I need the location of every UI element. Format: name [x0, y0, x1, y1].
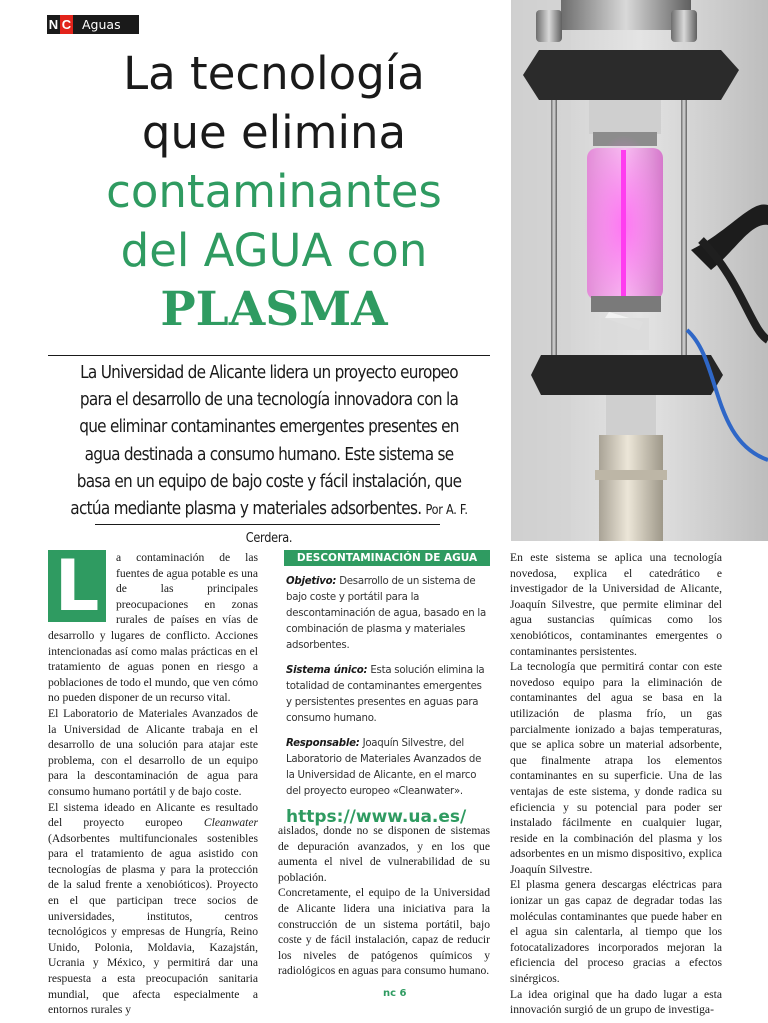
body-paragraph: a contaminación de las fuentes de agua potable es una de las principales preocupaciones en zonas rurales de países en vías de desarrollo y lugares de conflicto. Acciones intencionadas así como malas prácticas en el tratamiento de aguas ponen en riesgo a poblaciones de todo el mundo, que ven cómo no pueden disponer de un recurso vital. — [48, 551, 258, 705]
body-column-1 — [48, 545, 258, 1018]
project-name: Cleanwater — [203, 816, 258, 830]
drop-cap: L — [48, 550, 106, 622]
section-tag — [47, 15, 139, 34]
page-number: nc 6 — [383, 988, 407, 999]
byline: Por A. F. Cerdera. — [245, 503, 468, 547]
body-column-3 — [510, 550, 722, 1018]
article-title — [40, 44, 508, 340]
info-sidebar — [286, 550, 490, 825]
title-line-5: PLASMA — [160, 282, 388, 337]
body-paragraph: El plasma genera descargas eléctricas para ionizar un gas capaz de degradar todas las moléculas contaminantes que puede haber en el agua sin calentarla, al tiempo que los fotocatalizadores incorporados mejoran la eficiencia del proceso gracias a efectos sinérgicos. — [510, 878, 722, 986]
body-paragraph: En este sistema se aplica una tecnología novedosa, explica el catedrático e investigador de la Universidad de Alicante, Joaquín Silvestre, que permite eliminar del agua sustancias químicas como los xenobióticos, contaminantes emergentes o contaminantes persistentes. — [510, 551, 722, 658]
lead-underline — [95, 524, 440, 525]
title-divider — [48, 355, 490, 356]
title-line-1: La tecnología — [123, 47, 425, 100]
body-column-2 — [278, 823, 490, 979]
sidebar-responsable: Responsable: Joaquín Silvestre, del Laboratorio de Materiales Avanzados de la Universidad de Alicante, en el marco del proyecto europeo «Cleanwater». — [286, 738, 482, 797]
title-line-4: del AGUA con — [120, 224, 428, 277]
section-label: Aguas — [82, 17, 121, 32]
body-paragraph: Concretamente, el equipo de la Universidad de Alicante lidera una iniciativa para la construcción de un sistema portátil, bajo coste y de fácil instalación, capaz de reducir los niveles de patógenos químicos y radiológicos en aguas para consumo humano. — [278, 886, 490, 978]
body-paragraph: El sistema ideado en Alicante es resultado del proyecto europeo Cleanwater (Adsorbentes multifuncionales sostenibles para el tratamiento de agua asistido con tecnologías de plasma y para la protección de la salud frente a xenobióticos). Proyecto en el que participan trece socios de universidades, institutos, centros tecnológicos y empresas de Hungría, Reino Unido, Polonia, Moldavia, Kazajstán, Ucrania y México, y permitirá dar una respuesta a esta preocupación sanitaria mundial, que afecta especialmente a entornos rurales y — [48, 800, 258, 1017]
sidebar-heading: DESCONTAMINACIÓN DE AGUA — [284, 550, 490, 566]
body-paragraph: aislados, donde no se disponen de sistemas de depuración avanzados, y en los que aumenta el nivel de vulnerabilidad de su población. — [278, 824, 490, 884]
lead-text: La Universidad de Alicante lidera un proyecto europeo para el desarrollo de una tecnología innovadora con la que eliminar contaminantes emergentes presentes en agua destinada a consumo humano. Este sistema se basa en un equipo de bajo coste y fácil instalación, que actúa mediante plasma y materiales adsorbentes. — [70, 363, 462, 520]
university-link[interactable]: https://www.ua.es/ — [286, 807, 467, 827]
plasma-reactor-illustration — [511, 0, 768, 541]
logo-c: C — [61, 17, 72, 32]
body-paragraph: El Laboratorio de Materiales Avanzados de la Universidad de Alicante trabaja en el desarrollo de una solución para atajar este problema, con el desarrollo de un equipo para la descontaminación de agua para consumo humano portátil y de bajo coste. — [48, 706, 258, 798]
body-paragraph: La tecnología que permitirá contar con este novedoso equipo para la eliminación de contaminantes del agua se basa en la utilización de plasma frío, un gas parcialmente ionizado a bajas temperaturas, que se aplica sobre un material adsorbente, que finalmente atrapa los elementos contaminantes en su superficie. Una de las ventajas de este sistema, y donde radica su eficiencia y su potencial para poder ser instalado fácilmente en cualquier lugar, reside en la combinación del plasma y los adsorbentes en un mismo dispositivo, explica Joaquín Silvestre. — [510, 660, 722, 876]
logo-n: N — [48, 17, 59, 32]
sidebar-objetivo: Objetivo: Desarrollo de un sistema de bajo coste y portátil para la descontaminación de agua, basado en la combinación de plasma y materiales adsorbentes. — [286, 576, 486, 651]
title-line-2: que elimina — [141, 106, 407, 159]
sidebar-sistema: Sistema único: Esta solución elimina la totalidad de contaminantes emergentes y persistentes presentes en aguas para consumo humano. — [286, 665, 485, 724]
plasma-reactor-photo — [511, 0, 768, 541]
body-paragraph: La idea original que ha dado lugar a esta innovación surgió de un grupo de investiga- — [510, 987, 722, 1017]
title-line-3: contaminantes — [106, 165, 442, 218]
